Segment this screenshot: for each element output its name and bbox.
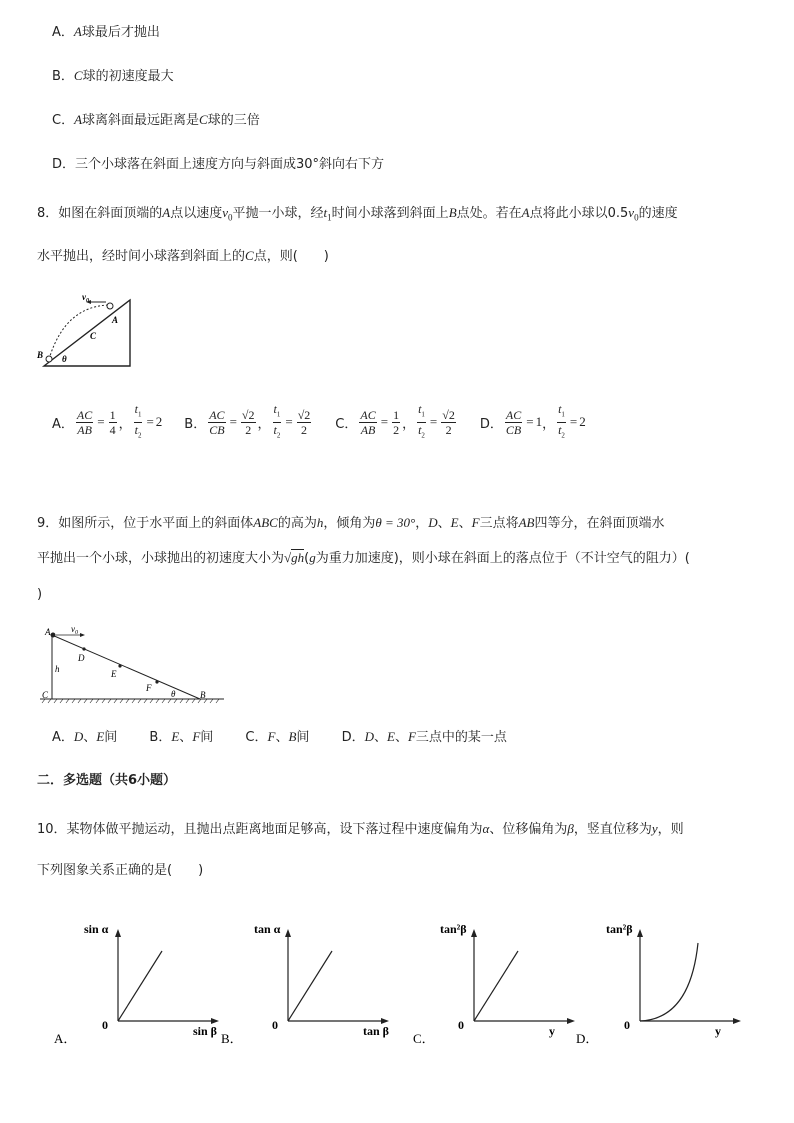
q9-stem-line3: ) bbox=[37, 587, 43, 602]
y-axis-label: tan²β bbox=[440, 922, 467, 936]
y-axis-label: tan α bbox=[254, 922, 281, 936]
origin-label: 0 bbox=[272, 1018, 278, 1032]
q8-stem-line2: 水平抛出，经时间小球落到斜面上的C点，则( ) bbox=[37, 248, 329, 264]
q10-graph-c bbox=[413, 922, 575, 1046]
q9-option-c: C．F、B间 bbox=[245, 729, 310, 745]
q8-option-c: C． $\frac{AC}{AB}$ = $\frac{1}{2}$ ， $\frac{t_1}{t_2}$ = $\frac{√2}{2}$ bbox=[335, 402, 455, 439]
origin-label: 0 bbox=[102, 1018, 108, 1032]
y-axis-arrow bbox=[285, 929, 291, 937]
q8-trajectory bbox=[50, 305, 108, 356]
q8-stem-line1: 8．如图在斜面顶端的A点以速度$v_0$平抛一小球，经$t_1$时间小球落到斜面上B点处。若在A点将此小球以$0.5v_0$的速度 bbox=[37, 205, 678, 223]
q8-incline-figure bbox=[36, 292, 136, 372]
graph-line bbox=[118, 951, 162, 1021]
q9-ball bbox=[51, 633, 56, 638]
svg-text:v0: $v_0$ bbox=[71, 624, 78, 636]
q9-incline-figure bbox=[38, 624, 228, 704]
q7-option-b: B．C球的初速度最大 bbox=[52, 68, 174, 84]
graph-curve bbox=[640, 943, 698, 1021]
svg-text:A: A bbox=[45, 627, 51, 637]
q8-option-a: A． $\frac{AC}{AB}$ = $\frac{1}{4}$ ， $\frac{t_1}{t_2}$ = 2 bbox=[52, 402, 163, 439]
graph-line bbox=[474, 951, 518, 1021]
q9-option-a: A．D、E间 bbox=[52, 729, 118, 745]
q8-options bbox=[52, 404, 608, 440]
q7-option-d: D．三个小球落在斜面上速度方向与斜面成30°斜向右下方 bbox=[52, 157, 385, 172]
origin-label: 0 bbox=[458, 1018, 464, 1032]
origin-label: 0 bbox=[624, 1018, 630, 1032]
q9-arrow-head bbox=[80, 633, 85, 637]
q8-ball-top bbox=[107, 303, 113, 309]
q9-option-d: D．D、E、F三点中的某一点 bbox=[341, 729, 507, 745]
q9-ground-hatching bbox=[42, 699, 219, 703]
graph-line bbox=[288, 951, 332, 1021]
svg-text:B: B bbox=[37, 350, 44, 360]
q8-option-b: B． $\frac{AC}{CB}$ = $\frac{√2}{2}$ ， $\frac{t_1}{t_2}$ = $\frac{√2}{2}$ bbox=[184, 402, 311, 439]
x-axis-label: y bbox=[549, 1024, 555, 1038]
option-letter: D． bbox=[576, 1031, 599, 1046]
q10-graph-b bbox=[221, 922, 389, 1046]
svg-text:v0: $v_0$ bbox=[82, 292, 89, 304]
svg-text:B: B bbox=[200, 690, 206, 700]
x-axis-label: sin β bbox=[193, 1024, 217, 1038]
svg-text:C: C bbox=[42, 690, 49, 700]
y-axis-arrow bbox=[471, 929, 477, 937]
q9-options bbox=[52, 728, 507, 747]
q9-incline-side bbox=[52, 635, 200, 699]
q9-option-b: B．E、F间 bbox=[149, 729, 214, 745]
section-heading-multi-choice: 二．多选题（共6小题） bbox=[37, 773, 177, 788]
q9-point-f bbox=[155, 680, 158, 683]
svg-text:h: h bbox=[55, 664, 60, 674]
q10-stem-line1: 10．某物体做平抛运动，且抛出点距离地面足够高，设下落过程中速度偏角为α、位移偏角为β，竖直位移为y，则 bbox=[37, 821, 684, 837]
q10-graph-d bbox=[576, 922, 741, 1046]
y-axis-arrow bbox=[115, 929, 121, 937]
x-axis-label: tan β bbox=[363, 1024, 389, 1038]
svg-text:C: C bbox=[90, 331, 97, 341]
q9-point-e bbox=[118, 664, 121, 667]
option-letter: B． bbox=[221, 1031, 243, 1046]
option-letter: A． bbox=[54, 1031, 77, 1046]
x-axis-arrow bbox=[567, 1018, 575, 1024]
q8-option-d: D． $\frac{AC}{CB}$ = 1 ， $\frac{t_1}{t_2}$ = 2 bbox=[479, 402, 586, 439]
q10-graph-a bbox=[54, 922, 219, 1046]
q9-stem-line1: 9．如图所示，位于水平面上的斜面体ABC的高为h，倾角为θ = 30°，D、E、F三点将AB四等分，在斜面顶端水 bbox=[37, 515, 665, 531]
option-letter: C． bbox=[413, 1031, 435, 1046]
svg-text:θ: θ bbox=[62, 354, 67, 364]
svg-text:A: A bbox=[112, 315, 119, 325]
y-axis-label: tan²β bbox=[606, 922, 633, 936]
q10-graphs bbox=[40, 915, 794, 1055]
q7-option-a: A．A球最后才抛出 bbox=[52, 24, 160, 40]
q10-stem-line2: 下列图象关系正确的是( ) bbox=[37, 863, 204, 878]
svg-text:F: F bbox=[146, 683, 152, 693]
svg-text:D: D bbox=[78, 653, 85, 663]
svg-text:E: E bbox=[111, 669, 117, 679]
x-axis-arrow bbox=[733, 1018, 741, 1024]
y-axis-label: sin α bbox=[84, 922, 109, 936]
y-axis-arrow bbox=[637, 929, 643, 937]
svg-text:θ: θ bbox=[171, 689, 176, 699]
x-axis-label: y bbox=[715, 1024, 721, 1038]
q8-ball-bottom bbox=[46, 356, 52, 362]
q7-option-c: C．A球离斜面最远距离是C球的三倍 bbox=[52, 112, 260, 128]
q9-point-d bbox=[82, 647, 85, 650]
q9-stem-line2: 平抛出一个小球，小球抛出的初速度大小为√gh(g为重力加速度)，则小球在斜面上的落点位于（不计空气的阻力）( bbox=[37, 550, 690, 566]
